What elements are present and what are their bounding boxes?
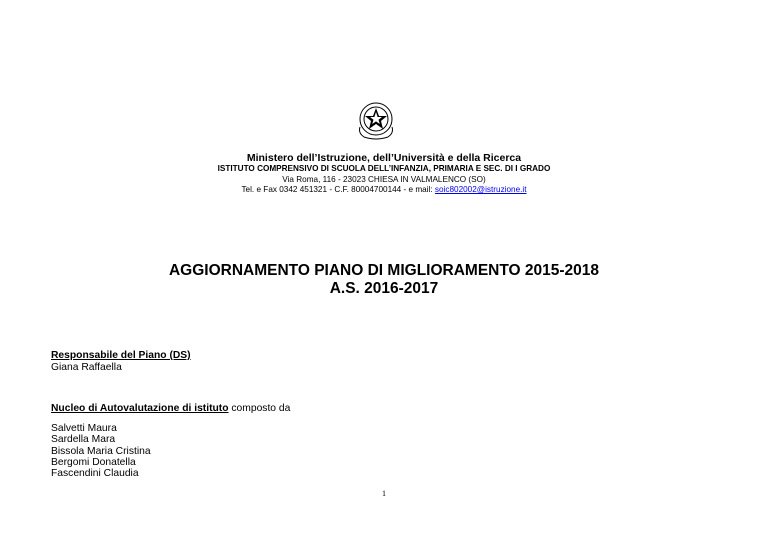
responsabile-label: Responsabile del Piano (DS) bbox=[51, 350, 191, 361]
nucleo-label: Nucleo di Autovalutazione di istituto bbox=[51, 403, 229, 414]
responsabile-name: Giana Raffaella bbox=[51, 362, 122, 373]
nucleo-suffix: composto da bbox=[228, 403, 291, 414]
member-item: Fascendini Claudia bbox=[51, 468, 139, 480]
ministry-title: Ministero dell’Istruzione, dell’Università e della Ricerca bbox=[246, 152, 522, 164]
contact-text: Tel. e Fax 0342 451321 - C.F. 80004700144 - e mail: bbox=[241, 185, 435, 194]
document-title: AGGIORNAMENTO PIANO DI MIGLIORAMENTO 2015-2018 bbox=[168, 262, 600, 279]
member-item: Sardella Mara bbox=[51, 434, 116, 446]
school-address: Via Roma, 116 - 23023 CHIESA IN VALMALENCO (SO) bbox=[282, 175, 486, 184]
school-name: ISTITUTO COMPRENSIVO DI SCUOLA DELL’INFANZIA, PRIMARIA E SEC. DI I GRADO bbox=[217, 164, 551, 173]
page-number: 1 bbox=[382, 489, 386, 498]
school-contact bbox=[0, 185, 768, 194]
responsabile-section bbox=[51, 350, 191, 374]
member-item: Bergomi Donatella bbox=[51, 456, 136, 468]
member-item: Bissola Maria Cristina bbox=[51, 445, 151, 457]
nucleo-members-list bbox=[51, 423, 151, 479]
nucleo-heading bbox=[51, 403, 290, 415]
italian-republic-emblem-icon bbox=[356, 99, 396, 141]
email-link[interactable]: soic802002@istruzione.it bbox=[434, 185, 527, 194]
member-item: Salvetti Maura bbox=[51, 423, 117, 434]
document-subtitle: A.S. 2016-2017 bbox=[329, 280, 439, 297]
